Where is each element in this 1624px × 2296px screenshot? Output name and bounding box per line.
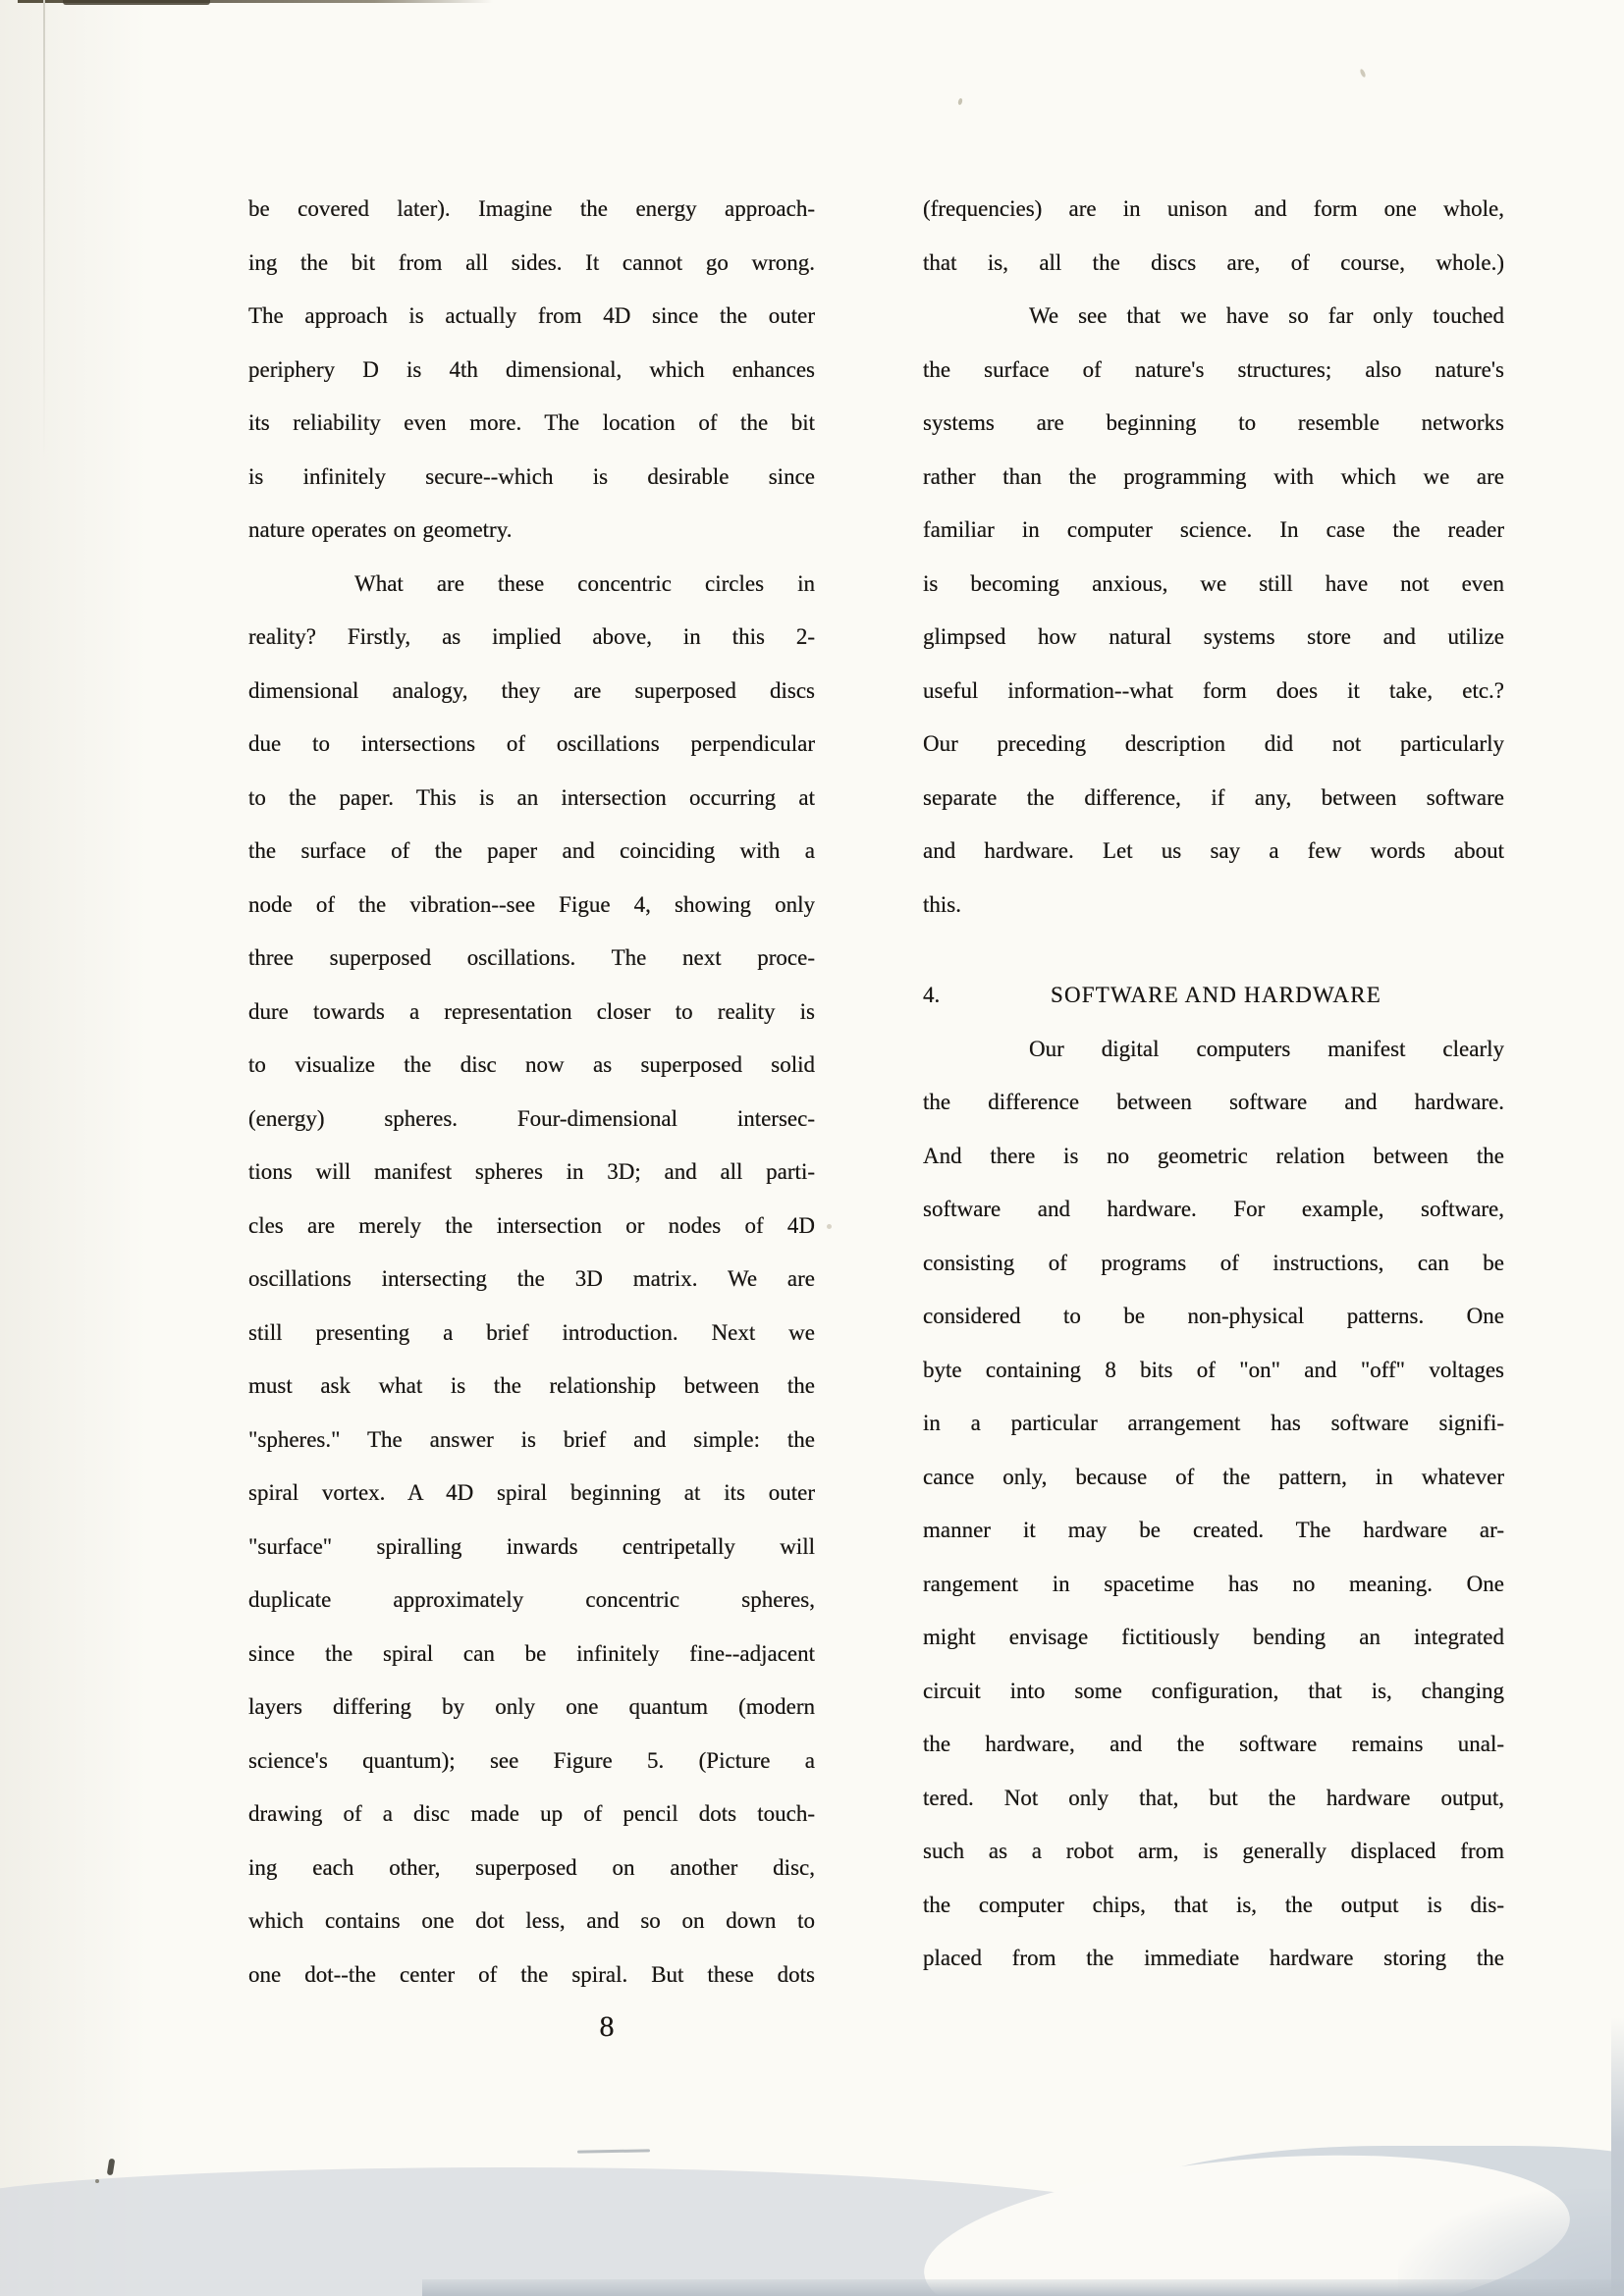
text-line: due to intersections of oscillations perpendicular: [248, 731, 815, 756]
text-line: circuit into some configuration, that is, changing: [923, 1678, 1504, 1703]
page-number: 8: [599, 2010, 615, 2043]
section-title: SOFTWARE AND HARDWARE: [1051, 983, 1381, 1007]
text-line: nature operates on geometry.: [248, 517, 513, 542]
scan-artifact-bottom-strip: [422, 2279, 1624, 2296]
text-line: reality? Firstly, as implied above, in this 2-: [248, 624, 815, 649]
text-line: consisting of programs of instructions, can be: [923, 1250, 1504, 1275]
text-line: familiar in computer science. In case the reader: [923, 517, 1504, 542]
text-line: the hardware, and the software remains unal-: [923, 1732, 1504, 1756]
scan-artifact-corner-shade: [1398, 2189, 1624, 2296]
text-line: and hardware. Let us say a few words about: [923, 838, 1504, 863]
text-line: duplicate approximately concentric spheres,: [248, 1587, 815, 1612]
section-heading: [923, 969, 1504, 1023]
text-line: the computer chips, that is, the output is dis-: [923, 1892, 1504, 1917]
scan-artifact-top-edge-line: [18, 0, 493, 3]
scan-artifact-right-edge: [1611, 2017, 1624, 2296]
scan-artifact-bottom-shadow: [1060, 2146, 1624, 2296]
scan-artifact-ink-mark: [107, 2159, 116, 2176]
text-line: since the spiral can be infinitely fine--adjacent: [248, 1640, 815, 1666]
text-line: rangement in spacetime has no meaning. One: [923, 1571, 1504, 1596]
text-line: glimpsed how natural systems store and utilize: [923, 624, 1504, 649]
scan-speck: [1359, 69, 1366, 79]
scan-artifact-page-curl: [917, 2132, 1578, 2296]
text-line: byte containing 8 bits of "on" and "off" voltages: [923, 1357, 1504, 1382]
text-line: science's quantum); see Figure 5. (Picture a: [248, 1747, 815, 1773]
text-line: might envisage fictitiously bending an integrated: [923, 1625, 1504, 1649]
text-line: And there is no geometric relation between the: [923, 1143, 1504, 1168]
text-line: We see that we have so far only touched: [1029, 303, 1504, 328]
text-line: software and hardware. For example, software,: [923, 1197, 1504, 1221]
scan-artifact-bottom-shadow: [0, 2167, 1218, 2296]
scan-artifact-ink-dot: [95, 2179, 99, 2183]
text-line: The approach is actually from 4D since the outer: [248, 303, 815, 328]
text-line: cance only, because of the pattern, in whatever: [923, 1464, 1504, 1489]
text-line: be covered later). Imagine the energy approach-: [248, 196, 815, 221]
text-line: useful information--what form does it take, etc.?: [923, 677, 1504, 703]
text-line: placed from the immediate hardware storing the: [923, 1946, 1504, 1970]
text-line: the surface of the paper and coinciding with a: [248, 838, 815, 863]
text-line: dimensional analogy, they are superposed discs: [248, 677, 815, 703]
text-line: drawing of a disc made up of pencil dots touch-: [248, 1801, 815, 1826]
scan-speck: [827, 1224, 832, 1229]
text-line: must ask what is the relationship between the: [248, 1373, 815, 1398]
text-line: to the paper. This is an intersection occurring at: [248, 784, 815, 810]
text-line: (energy) spheres. Four-dimensional intersec-: [248, 1105, 815, 1131]
text-line: (frequencies) are in unison and form one whole,: [923, 196, 1504, 221]
text-line: the surface of nature's structures; also nature's: [923, 356, 1504, 382]
section-number: 4.: [923, 983, 941, 1007]
text-line: still presenting a brief introduction. Next we: [248, 1319, 815, 1345]
text-line: the difference between software and hardware.: [923, 1090, 1504, 1114]
text-line: its reliability even more. The location of the bit: [248, 410, 815, 435]
text-line: manner it may be created. The hardware ar-: [923, 1518, 1504, 1542]
text-line: "surface" spiralling inwards centripetally will: [248, 1533, 815, 1559]
text-line: to visualize the disc now as superposed solid: [248, 1052, 815, 1077]
scan-artifact-left-crease: [43, 0, 45, 461]
text-line: Our preceding description did not particularly: [923, 731, 1504, 756]
text-line: is becoming anxious, we still have not even: [923, 570, 1504, 596]
text-line: tered. Not only that, but the hardware output,: [923, 1785, 1504, 1810]
text-line: systems are beginning to resemble networks: [923, 410, 1504, 435]
text-line: is infinitely secure--which is desirable since: [248, 463, 815, 489]
text-line: ing the bit from all sides. It cannot go wrong.: [248, 249, 815, 275]
text-line: rather than the programming with which we are: [923, 463, 1504, 489]
text-line: tions will manifest spheres in 3D; and all parti-: [248, 1159, 815, 1184]
right-column-lower-paragraphs: [923, 1023, 1504, 1986]
text-line: periphery D is 4th dimensional, which enhances: [248, 356, 815, 382]
right-column: [923, 183, 1504, 1986]
left-column: [248, 183, 815, 2002]
text-line: spiral vortex. A 4D spiral beginning at its outer: [248, 1480, 815, 1505]
text-line: Our digital computers manifest clearly: [1029, 1036, 1504, 1061]
text-line: that is, all the discs are, of course, whole.): [923, 249, 1504, 275]
text-line: considered to be non-physical patterns. One: [923, 1304, 1504, 1328]
text-line: "spheres." The answer is brief and simple: the: [248, 1426, 815, 1452]
text-line: one dot--the center of the spiral. But these dots: [248, 1961, 815, 1987]
paper-shade: [0, 0, 147, 2296]
text-line: separate the difference, if any, between software: [923, 784, 1504, 810]
text-line: What are these concentric circles in: [354, 570, 815, 596]
text-line: layers differing by only one quantum (modern: [248, 1694, 815, 1719]
text-line: dure towards a representation closer to reality is: [248, 998, 815, 1024]
right-column-upper-paragraphs: [923, 183, 1504, 932]
text-line: oscillations intersecting the 3D matrix. We are: [248, 1266, 815, 1291]
text-line: such as a robot arm, is generally displaced from: [923, 1839, 1504, 1863]
scan-speck: [957, 98, 963, 106]
text-line: in a particular arrangement has software signifi-: [923, 1411, 1504, 1435]
scan-artifact-dash-mark: [577, 2149, 650, 2153]
scan-artifact-top-edge-mark: [63, 0, 210, 5]
text-line: three superposed oscillations. The next proce-: [248, 945, 815, 970]
text-line: cles are merely the intersection or nodes of 4D: [248, 1212, 815, 1238]
text-line: this.: [923, 891, 961, 917]
text-line: which contains one dot less, and so on down to: [248, 1908, 815, 1933]
text-line: ing each other, superposed on another disc,: [248, 1854, 815, 1880]
text-line: node of the vibration--see Figue 4, showing only: [248, 891, 815, 917]
